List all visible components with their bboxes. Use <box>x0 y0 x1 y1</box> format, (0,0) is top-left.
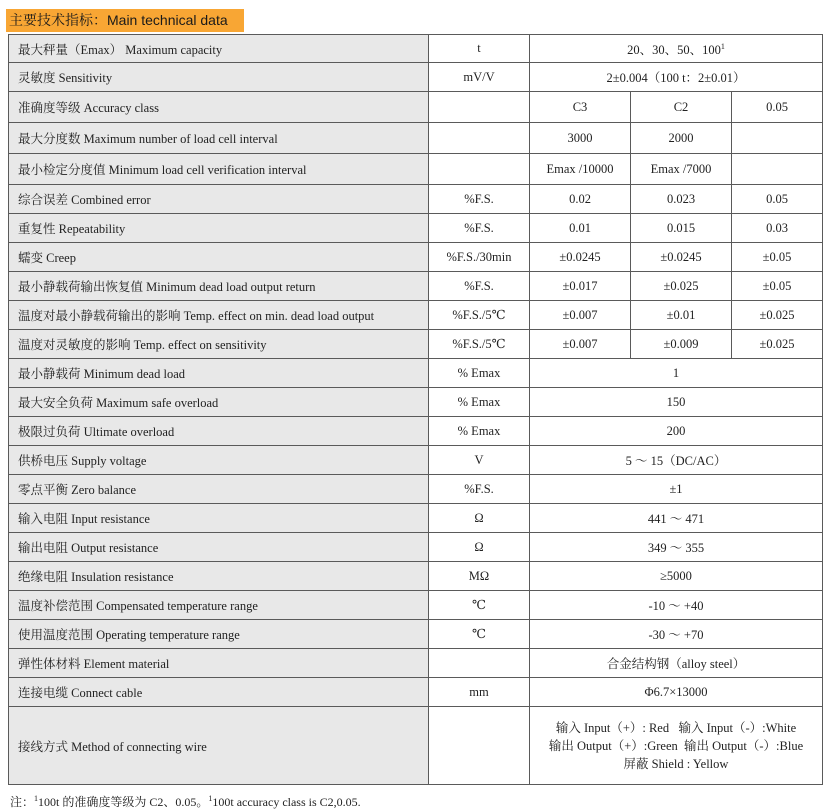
param-name: 输出电阻 Output resistance <box>9 533 429 562</box>
param-name: 最大分度数 Maximum number of load cell interval <box>9 123 429 154</box>
param-name: 连接电缆 Connect cable <box>9 678 429 707</box>
param-name: 供桥电压 Supply voltage <box>9 446 429 475</box>
param-value-text: 349 ～ 355 <box>647 541 705 555</box>
footnote-text-en: 100t accuracy class is C2,0.05. <box>212 795 361 809</box>
param-value <box>530 649 823 678</box>
param-value <box>530 63 823 92</box>
param-value-c2: ±0.0245 <box>631 243 732 272</box>
param-value-c2: Emax /7000 <box>631 154 732 185</box>
param-value <box>530 446 823 475</box>
param-unit: %F.S. <box>429 272 530 301</box>
param-name: 极限过负荷 Ultimate overload <box>9 417 429 446</box>
table-row <box>9 388 823 417</box>
wiring-line: 输出 Output（+）:Green 输出 Output（-）:Blue <box>548 738 804 753</box>
param-value-text: 200 <box>666 423 686 438</box>
param-unit: t <box>429 35 530 63</box>
table-row <box>9 154 823 185</box>
param-value-text: -30 ～ +70 <box>648 628 704 642</box>
param-value-text: ±1 <box>669 481 683 496</box>
param-value <box>530 359 823 388</box>
param-value-c3: ±0.017 <box>530 272 631 301</box>
param-name: 最小静载荷输出恢复值 Minimum dead load output return <box>9 272 429 301</box>
param-value-c005: 0.03 <box>732 214 823 243</box>
footnote: 注：$^1$100t 的准确度等级为 C2、0.05。$^1$100t accuracy class is C2,0.05. <box>10 794 361 809</box>
param-name: 最小静载荷 Minimum dead load <box>9 359 429 388</box>
param-value-text: Φ6.7×13000 <box>644 684 708 699</box>
wiring-description <box>530 707 823 785</box>
table-row <box>9 620 823 649</box>
table-row <box>9 301 823 330</box>
param-name: 综合误差 Combined error <box>9 185 429 214</box>
param-name: 准确度等级 Accuracy class <box>9 92 429 123</box>
param-value <box>530 591 823 620</box>
param-unit: Ω <box>429 504 530 533</box>
table-row <box>9 330 823 359</box>
param-value-c3: 3000 <box>530 123 631 154</box>
param-value-c2: ±0.009 <box>631 330 732 359</box>
param-unit: %F.S./5℃ <box>429 301 530 330</box>
param-value <box>530 504 823 533</box>
param-value <box>530 475 823 504</box>
param-value-c005: ±0.025 <box>732 330 823 359</box>
param-name: 输入电阻 Input resistance <box>9 504 429 533</box>
param-value-text: 2±0.004（100 t：2±0.01） <box>606 71 746 85</box>
param-unit: mV/V <box>429 63 530 92</box>
param-value-c2: ±0.01 <box>631 301 732 330</box>
param-unit <box>429 92 530 123</box>
param-value-text: -10 ～ +40 <box>648 599 704 613</box>
param-name: 温度对灵敏度的影响 Temp. effect on sensitivity <box>9 330 429 359</box>
table-row <box>9 359 823 388</box>
table-row <box>9 533 823 562</box>
param-value-c3: Emax /10000 <box>530 154 631 185</box>
param-value-c3: 0.02 <box>530 185 631 214</box>
table-row <box>9 272 823 301</box>
table-row <box>9 475 823 504</box>
table-row <box>9 123 823 154</box>
param-name: 重复性 Repeatability <box>9 214 429 243</box>
wiring-line: 输入 Input（+）: Red 输入 Input（-）:White <box>555 720 797 735</box>
table-row-wiring <box>9 707 823 785</box>
param-value <box>530 35 823 63</box>
table-row <box>9 417 823 446</box>
param-value <box>530 620 823 649</box>
param-unit: ℃ <box>429 620 530 649</box>
param-value <box>530 678 823 707</box>
table-row <box>9 35 823 63</box>
param-unit <box>429 707 530 785</box>
param-name: 最小检定分度值 Minimum load cell verification interval <box>9 154 429 185</box>
param-value-c005: ±0.05 <box>732 243 823 272</box>
param-value-c2: 0.015 <box>631 214 732 243</box>
param-unit: mm <box>429 678 530 707</box>
param-value-text: 合金结构钢（alloy steel） <box>606 657 746 671</box>
param-unit: MΩ <box>429 562 530 591</box>
param-name: 最大安全负荷 Maximum safe overload <box>9 388 429 417</box>
param-name: 弹性体材料 Element material <box>9 649 429 678</box>
param-value-c005: ±0.05 <box>732 272 823 301</box>
param-unit <box>429 123 530 154</box>
param-value-c3: ±0.0245 <box>530 243 631 272</box>
param-value-text: 441 ～ 471 <box>647 512 705 526</box>
param-value-text: 20、30、50、100 <box>627 42 721 57</box>
param-value-text: 1 <box>672 365 680 380</box>
param-unit: V <box>429 446 530 475</box>
param-unit: %F.S. <box>429 475 530 504</box>
table-row <box>9 185 823 214</box>
section-title: 主要技术指标：Main technical data <box>6 9 244 32</box>
table-row <box>9 446 823 475</box>
param-value <box>530 562 823 591</box>
param-name: 温度补偿范围 Compensated temperature range <box>9 591 429 620</box>
param-value-c3: C3 <box>530 92 631 123</box>
param-name: 使用温度范围 Operating temperature range <box>9 620 429 649</box>
param-value-text: 150 <box>666 394 686 409</box>
param-unit: % Emax <box>429 417 530 446</box>
param-value-c3: ±0.007 <box>530 301 631 330</box>
param-unit <box>429 649 530 678</box>
param-value-c005 <box>732 154 823 185</box>
param-value-c005 <box>732 123 823 154</box>
technical-data-table <box>8 34 823 785</box>
footnote-sup-2: 1 <box>208 794 213 803</box>
table-row <box>9 504 823 533</box>
footnote-sup: 1 <box>34 794 39 803</box>
param-name: 温度对最小静载荷输出的影响 Temp. effect on min. dead load output <box>9 301 429 330</box>
param-unit: %F.S./30min <box>429 243 530 272</box>
param-name: 接线方式 Method of connecting wire <box>9 707 429 785</box>
param-value-c2: 0.023 <box>631 185 732 214</box>
param-name: 最大秤量（Emax） Maximum capacity <box>9 35 429 63</box>
param-name: 蠕变 Creep <box>9 243 429 272</box>
param-value-c2: 2000 <box>631 123 732 154</box>
param-unit: %F.S. <box>429 214 530 243</box>
param-value <box>530 417 823 446</box>
param-value-c005: ±0.025 <box>732 301 823 330</box>
param-unit <box>429 154 530 185</box>
param-unit: % Emax <box>429 359 530 388</box>
param-value-text: 5 ～ 15（DC/AC） <box>625 454 727 468</box>
param-name: 绝缘电阻 Insulation resistance <box>9 562 429 591</box>
table-row <box>9 678 823 707</box>
param-name: 零点平衡 Zero balance <box>9 475 429 504</box>
param-unit: ℃ <box>429 591 530 620</box>
footnote-text-cn: 100t 的准确度等级为 C2、0.05。 <box>38 795 209 809</box>
param-value-c2: C2 <box>631 92 732 123</box>
param-value-c005: 0.05 <box>732 185 823 214</box>
param-value-c2: ±0.025 <box>631 272 732 301</box>
param-name: 灵敏度 Sensitivity <box>9 63 429 92</box>
param-unit: %F.S. <box>429 185 530 214</box>
table-row <box>9 63 823 92</box>
param-value-c3: ±0.007 <box>530 330 631 359</box>
param-value-c005: 0.05 <box>732 92 823 123</box>
param-value-sup: 1 <box>720 41 725 51</box>
param-value-text: ≥5000 <box>660 568 692 583</box>
wiring-line: 屏蔽 Shield : Yellow <box>623 756 729 771</box>
table-row <box>9 214 823 243</box>
table-row <box>9 562 823 591</box>
param-unit: % Emax <box>429 388 530 417</box>
table-row <box>9 92 823 123</box>
table-row <box>9 591 823 620</box>
param-unit: Ω <box>429 533 530 562</box>
param-unit: %F.S./5℃ <box>429 330 530 359</box>
table-row <box>9 649 823 678</box>
param-value-c3: 0.01 <box>530 214 631 243</box>
param-value <box>530 533 823 562</box>
table-row <box>9 243 823 272</box>
param-value <box>530 388 823 417</box>
